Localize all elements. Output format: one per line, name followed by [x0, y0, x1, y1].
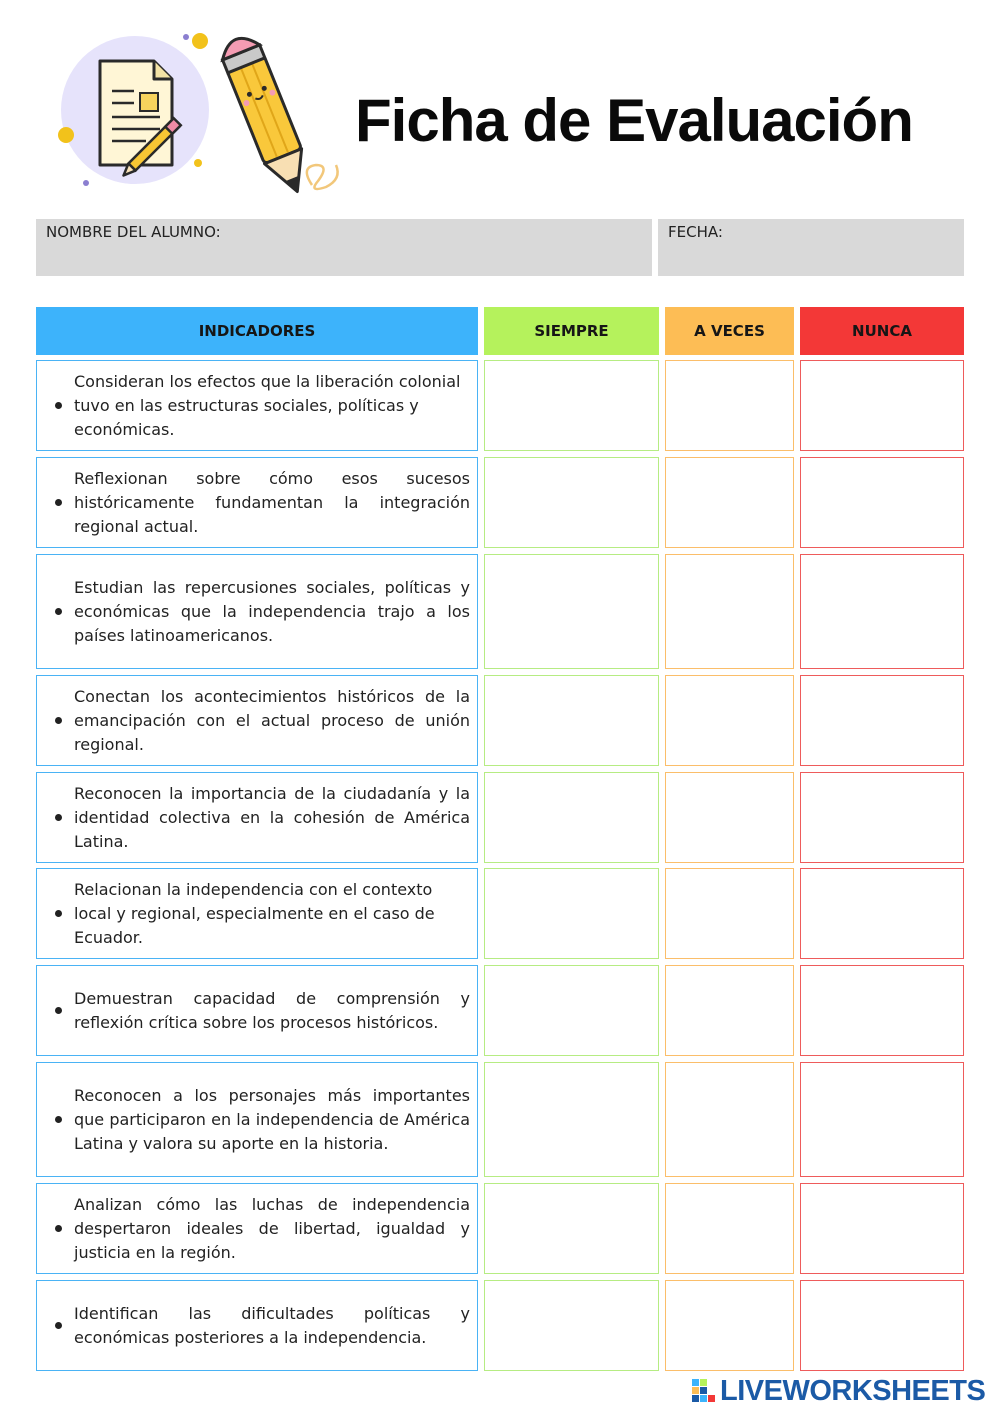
liveworksheets-logo-icon: [692, 1379, 716, 1403]
indicator-text: Reconocen a los personajes más importantes que participaron en la independencia de América Latina y valora su aporte en la historia.: [74, 1085, 470, 1153]
sometimes-checkbox[interactable]: [665, 1183, 794, 1274]
bullet-icon: [55, 814, 62, 821]
purple-dot-bottom: [83, 180, 89, 186]
table-row: [0, 868, 1000, 959]
indicator-cell: [36, 554, 478, 669]
never-checkbox[interactable]: [800, 868, 964, 959]
sometimes-checkbox[interactable]: [665, 965, 794, 1056]
sometimes-checkbox[interactable]: [665, 868, 794, 959]
indicator-text: Estudian las repercusiones sociales, políticas y económicas que la independencia trajo a los países latinoamericanos.: [74, 577, 470, 645]
bullet-icon: [55, 1322, 62, 1329]
table-row: [0, 772, 1000, 863]
always-checkbox[interactable]: [484, 675, 659, 766]
indicator-cell: [36, 772, 478, 863]
sometimes-checkbox[interactable]: [665, 360, 794, 451]
document-icon: [100, 61, 172, 165]
always-checkbox[interactable]: [484, 1183, 659, 1274]
indicator-text: Reconocen la importancia de la ciudadanía y la identidad colectiva en la cohesión de América Latina.: [74, 783, 470, 851]
yellow-dot-left: [58, 127, 74, 143]
indicator-cell: [36, 868, 478, 959]
header-always: SIEMPRE: [484, 307, 659, 355]
never-checkbox[interactable]: [800, 457, 964, 548]
never-checkbox[interactable]: [800, 1183, 964, 1274]
sometimes-checkbox[interactable]: [665, 457, 794, 548]
brand-watermark: [692, 1375, 985, 1407]
always-checkbox[interactable]: [484, 965, 659, 1056]
bullet-icon: [55, 402, 62, 409]
bullet-icon: [55, 1007, 62, 1014]
never-checkbox[interactable]: [800, 554, 964, 669]
purple-dot: [183, 34, 189, 40]
never-checkbox[interactable]: [800, 965, 964, 1056]
indicator-cell: [36, 360, 478, 451]
indicator-text: Analizan cómo las luchas de independencia despertaron ideales de libertad, igualdad y justicia en la región.: [74, 1194, 470, 1262]
table-row: [0, 360, 1000, 451]
indicator-cell: [36, 965, 478, 1056]
never-checkbox[interactable]: [800, 360, 964, 451]
indicator-text: Demuestran capacidad de comprensión y reflexión crítica sobre los procesos históricos.: [74, 988, 470, 1032]
indicator-text: Reflexionan sobre cómo esos sucesos históricamente fundamentan la integración regional actual.: [74, 468, 470, 536]
never-checkbox[interactable]: [800, 675, 964, 766]
indicator-text: Relacionan la independencia con el contexto local y regional, especialmente en el caso de Ecuador.: [74, 879, 435, 947]
indicator-text: Consideran los efectos que la liberación colonial tuvo en las estructuras sociales, políticas y económicas.: [74, 371, 461, 439]
yellow-dot: [192, 33, 208, 49]
page-title: Ficha de Evaluación: [355, 87, 913, 154]
never-checkbox[interactable]: [800, 1062, 964, 1177]
scribble-icon: [307, 165, 338, 189]
indicator-text: Conectan los acontecimientos históricos de la emancipación con el actual proceso de unión regional.: [74, 686, 470, 754]
bullet-icon: [55, 1225, 62, 1232]
never-checkbox[interactable]: [800, 1280, 964, 1371]
header-never: NUNCA: [800, 307, 964, 355]
sometimes-checkbox[interactable]: [665, 554, 794, 669]
sometimes-checkbox[interactable]: [665, 675, 794, 766]
table-row: [0, 1280, 1000, 1371]
header-illustration: [50, 25, 360, 205]
table-row: [0, 1183, 1000, 1274]
bullet-icon: [55, 608, 62, 615]
date-field[interactable]: [658, 219, 964, 276]
always-checkbox[interactable]: [484, 772, 659, 863]
indicator-cell: [36, 1183, 478, 1274]
bullet-icon: [55, 1116, 62, 1123]
table-row: [0, 457, 1000, 548]
table-row: [0, 965, 1000, 1056]
always-checkbox[interactable]: [484, 360, 659, 451]
student-name-field[interactable]: [36, 219, 652, 276]
header-sometimes: A VECES: [665, 307, 794, 355]
sometimes-checkbox[interactable]: [665, 772, 794, 863]
always-checkbox[interactable]: [484, 1062, 659, 1177]
always-checkbox[interactable]: [484, 868, 659, 959]
never-checkbox[interactable]: [800, 772, 964, 863]
indicator-cell: [36, 1062, 478, 1177]
brand-name: LIVEWORKSHEETS: [720, 1374, 986, 1407]
sometimes-checkbox[interactable]: [665, 1062, 794, 1177]
header-indicators: INDICADORES: [36, 307, 478, 355]
bullet-icon: [55, 717, 62, 724]
bullet-icon: [55, 910, 62, 917]
indicator-text: Identifican las dificultades políticas y económicas posteriores a la independencia.: [74, 1303, 470, 1347]
table-row: [0, 675, 1000, 766]
indicator-cell: [36, 675, 478, 766]
student-name-label: NOMBRE DEL ALUMNO:: [46, 223, 221, 241]
bullet-icon: [55, 499, 62, 506]
indicator-cell: [36, 1280, 478, 1371]
table-row: [0, 554, 1000, 669]
table-row: [0, 1062, 1000, 1177]
yellow-dot-small: [194, 159, 202, 167]
date-label: FECHA:: [668, 223, 723, 241]
indicator-cell: [36, 457, 478, 548]
always-checkbox[interactable]: [484, 457, 659, 548]
pencil-character-icon: [217, 32, 316, 199]
always-checkbox[interactable]: [484, 554, 659, 669]
always-checkbox[interactable]: [484, 1280, 659, 1371]
sometimes-checkbox[interactable]: [665, 1280, 794, 1371]
